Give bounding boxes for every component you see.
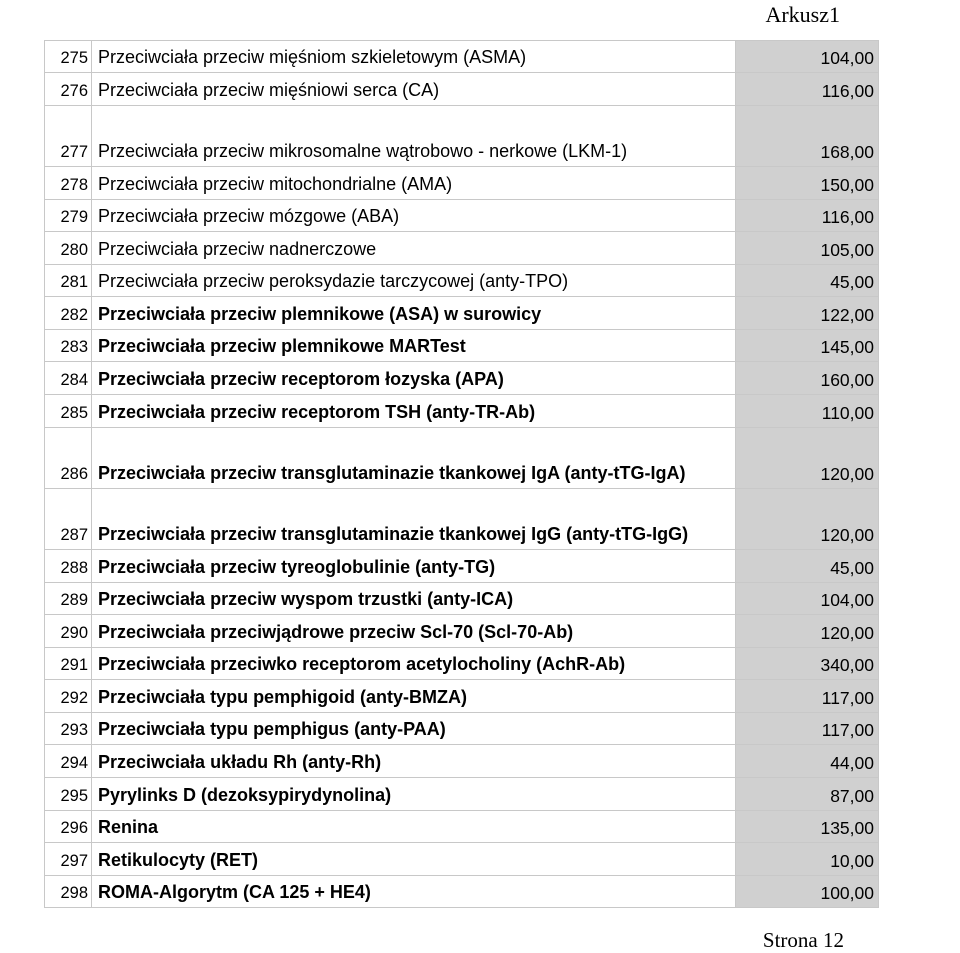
row-number: 292	[45, 680, 92, 713]
table-row	[45, 680, 879, 713]
row-number: 286	[45, 428, 92, 489]
table-row	[45, 778, 879, 811]
row-number: 290	[45, 615, 92, 648]
test-price: 160,00	[736, 362, 879, 395]
row-number: 287	[45, 489, 92, 550]
row-number: 294	[45, 745, 92, 778]
table-row	[45, 106, 879, 167]
test-price: 135,00	[736, 811, 879, 843]
test-name: ROMA-Algorytm (CA 125 + HE4)	[92, 876, 736, 908]
test-price: 104,00	[736, 41, 879, 73]
test-name: Przeciwciała przeciw receptorom TSH (anty-TR-Ab)	[92, 395, 736, 428]
test-name: Przeciwciała przeciw mitochondrialne (AMA)	[92, 167, 736, 200]
row-number: 275	[45, 41, 92, 73]
table-row	[45, 362, 879, 395]
test-price: 120,00	[736, 428, 879, 489]
test-price: 150,00	[736, 167, 879, 200]
table-row	[45, 745, 879, 778]
row-number: 280	[45, 232, 92, 265]
sheet-name: Arkusz1	[765, 2, 840, 27]
test-price: 145,00	[736, 330, 879, 362]
test-price: 117,00	[736, 713, 879, 745]
row-number: 284	[45, 362, 92, 395]
table-row	[45, 167, 879, 200]
test-price: 44,00	[736, 745, 879, 778]
test-name: Przeciwciała przeciw mózgowe (ABA)	[92, 200, 736, 232]
table-row	[45, 73, 879, 106]
test-price: 117,00	[736, 680, 879, 713]
test-price: 120,00	[736, 489, 879, 550]
test-price: 87,00	[736, 778, 879, 811]
test-name: Przeciwciała przeciw peroksydazie tarczycowej (anty-TPO)	[92, 265, 736, 297]
test-name: Przeciwciała typu pemphigoid (anty-BMZA)	[92, 680, 736, 713]
test-name: Przeciwciała przeciw nadnerczowe	[92, 232, 736, 265]
row-number: 295	[45, 778, 92, 811]
row-number: 277	[45, 106, 92, 167]
table-row	[45, 200, 879, 232]
test-price: 168,00	[736, 106, 879, 167]
row-number: 289	[45, 583, 92, 615]
row-number: 278	[45, 167, 92, 200]
row-number: 293	[45, 713, 92, 745]
row-number: 281	[45, 265, 92, 297]
test-price: 116,00	[736, 200, 879, 232]
test-name: Pyrylinks D (dezoksypirydynolina)	[92, 778, 736, 811]
test-name: Przeciwciała przeciw transglutaminazie tkankowej IgA (anty-tTG-IgA)	[92, 428, 736, 489]
test-price: 10,00	[736, 843, 879, 876]
row-number: 279	[45, 200, 92, 232]
row-number: 288	[45, 550, 92, 583]
table-row	[45, 297, 879, 330]
test-name: Przeciwciała typu pemphigus (anty-PAA)	[92, 713, 736, 745]
test-name: Przeciwciała przeciw receptorom łozyska (APA)	[92, 362, 736, 395]
row-number: 296	[45, 811, 92, 843]
test-name: Renina	[92, 811, 736, 843]
table-row	[45, 489, 879, 550]
test-price: 45,00	[736, 265, 879, 297]
test-name: Przeciwciała przeciw wyspom trzustki (anty-ICA)	[92, 583, 736, 615]
test-price: 120,00	[736, 615, 879, 648]
page-number: Strona 12	[762, 928, 844, 952]
test-name: Przeciwciała przeciw mięśniom szkieletowym (ASMA)	[92, 41, 736, 73]
table-row	[45, 550, 879, 583]
test-name: Retikulocyty (RET)	[92, 843, 736, 876]
table-row	[45, 713, 879, 745]
test-price: 104,00	[736, 583, 879, 615]
table-row	[45, 583, 879, 615]
test-name: Przeciwciała przeciwko receptorom acetylocholiny (AchR-Ab)	[92, 648, 736, 680]
table-row	[45, 811, 879, 843]
test-price: 122,00	[736, 297, 879, 330]
table-row	[45, 428, 879, 489]
table-row	[45, 395, 879, 428]
test-price: 100,00	[736, 876, 879, 908]
test-price: 116,00	[736, 73, 879, 106]
row-number: 283	[45, 330, 92, 362]
row-number: 291	[45, 648, 92, 680]
table-row	[45, 615, 879, 648]
row-number: 297	[45, 843, 92, 876]
row-number: 298	[45, 876, 92, 908]
test-name: Przeciwciała przeciwjądrowe przeciw Scl-70 (Scl-70-Ab)	[92, 615, 736, 648]
test-name: Przeciwciała przeciw plemnikowe (ASA) w surowicy	[92, 297, 736, 330]
table-row	[45, 41, 879, 73]
test-name: Przeciwciała przeciw mięśniowi serca (CA)	[92, 73, 736, 106]
table-row	[45, 648, 879, 680]
test-name: Przeciwciała przeciw tyreoglobulinie (anty-TG)	[92, 550, 736, 583]
test-price: 45,00	[736, 550, 879, 583]
test-name: Przeciwciała przeciw mikrosomalne wątrobowo - nerkowe (LKM-1)	[92, 106, 736, 167]
table-row	[45, 265, 879, 297]
row-number: 276	[45, 73, 92, 106]
test-name: Przeciwciała przeciw transglutaminazie tkankowej IgG (anty-tTG-IgG)	[92, 489, 736, 550]
table-row	[45, 232, 879, 265]
row-number: 285	[45, 395, 92, 428]
row-number: 282	[45, 297, 92, 330]
table-row	[45, 330, 879, 362]
table-row	[45, 876, 879, 908]
test-price: 340,00	[736, 648, 879, 680]
price-table	[44, 40, 879, 908]
test-name: Przeciwciała układu Rh (anty-Rh)	[92, 745, 736, 778]
price-table-body	[45, 41, 879, 908]
test-name: Przeciwciała przeciw plemnikowe MARTest	[92, 330, 736, 362]
table-row	[45, 843, 879, 876]
test-price: 110,00	[736, 395, 879, 428]
test-price: 105,00	[736, 232, 879, 265]
